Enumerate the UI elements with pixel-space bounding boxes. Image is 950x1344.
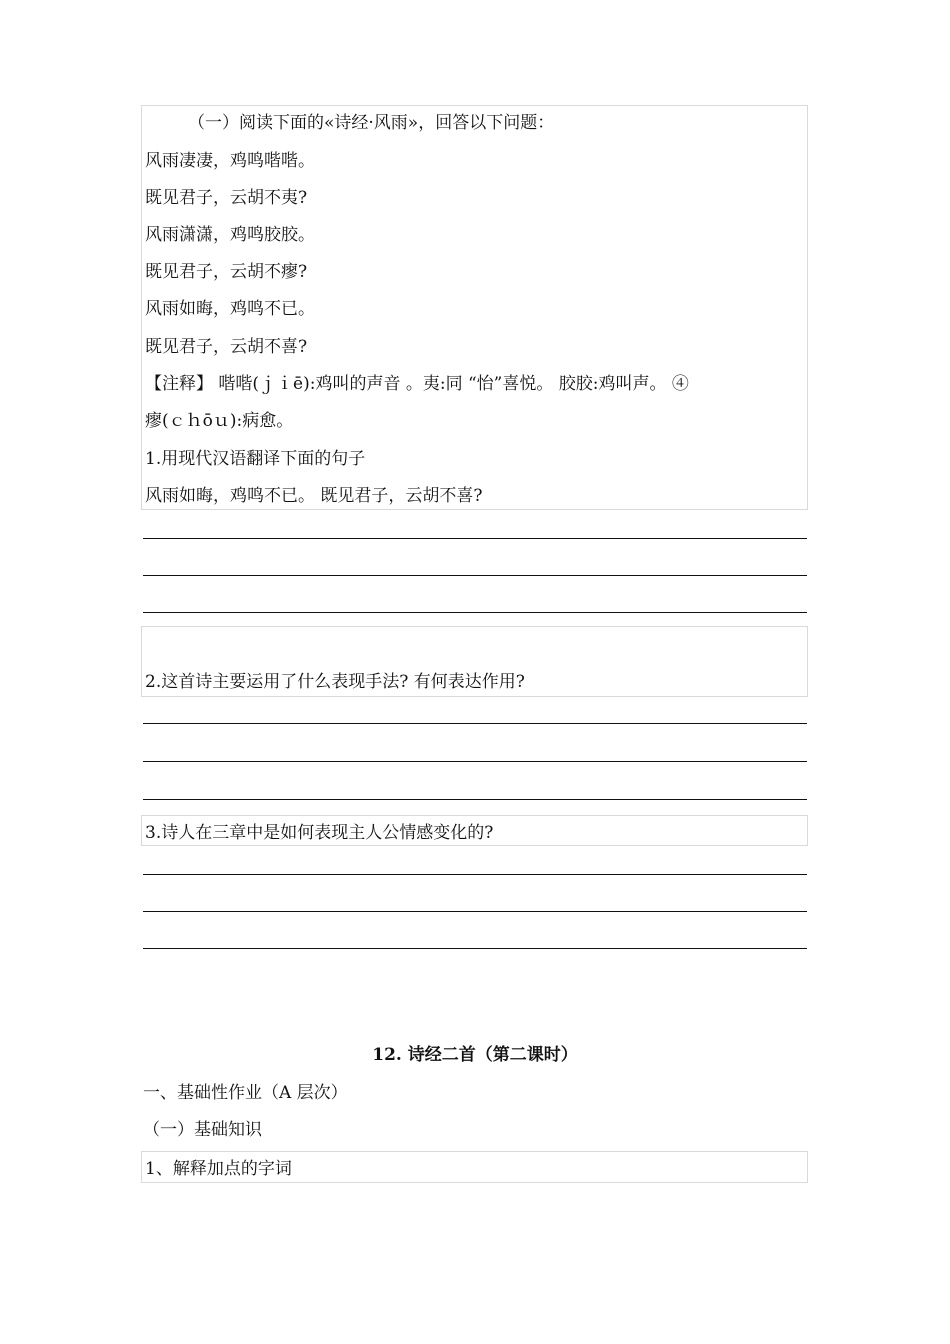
answer-line[interactable] xyxy=(143,874,807,875)
answer-line[interactable] xyxy=(143,723,807,724)
poem-line-4: 既见君子，云胡不瘳? xyxy=(145,262,308,282)
poem-line-1: 风雨凄凄，鸡鸣喈喈。 xyxy=(145,151,315,171)
question-3-box xyxy=(141,815,808,846)
reading-intro: （一）阅读下面的«诗经·风雨»，回答以下问题： xyxy=(188,113,555,133)
reading-passage-box xyxy=(141,105,808,510)
question-2: 2.这首诗主要运用了什么表现手法? 有何表达作用? xyxy=(145,672,525,692)
question-3: 3.诗人在三章中是如何表现主人公情感变化的? xyxy=(145,823,494,843)
lesson-title: 12. 诗经二首（第二课时） xyxy=(372,1045,578,1065)
answer-line[interactable] xyxy=(143,948,807,949)
question-1-sentence: 风雨如晦，鸡鸣不已。 既见君子，云胡不喜? xyxy=(145,486,483,506)
lesson-question-1: 1、解释加点的字词 xyxy=(145,1159,292,1179)
poem-line-3: 风雨潇潇，鸡鸣胶胶。 xyxy=(145,225,315,245)
lesson-question-1-box xyxy=(141,1151,808,1183)
answer-line[interactable] xyxy=(143,538,807,539)
answer-line[interactable] xyxy=(143,575,807,576)
subsection-title: （一）基础知识 xyxy=(143,1120,262,1140)
question-1: 1.用现代汉语翻译下面的句子 xyxy=(145,449,366,469)
answer-line[interactable] xyxy=(143,761,807,762)
answer-line[interactable] xyxy=(143,911,807,912)
annotation-line-2: 瘳(ｃｈōｕ):病愈。 xyxy=(145,411,294,431)
poem-line-5: 风雨如晦，鸡鸣不已。 xyxy=(145,299,315,319)
annotation-line-1: 【注释】 喈喈(ｊｉē):鸡叫的声音 。夷:同 “怡”喜悦。 胶胶:鸡叫声。 ④ xyxy=(145,374,689,394)
poem-line-2: 既见君子，云胡不夷? xyxy=(145,188,308,208)
poem-line-6: 既见君子，云胡不喜? xyxy=(145,337,308,357)
question-2-box xyxy=(141,626,808,697)
assignment-level: 一、基础性作业（A 层次） xyxy=(143,1083,348,1103)
answer-line[interactable] xyxy=(143,612,807,613)
answer-line[interactable] xyxy=(143,799,807,800)
